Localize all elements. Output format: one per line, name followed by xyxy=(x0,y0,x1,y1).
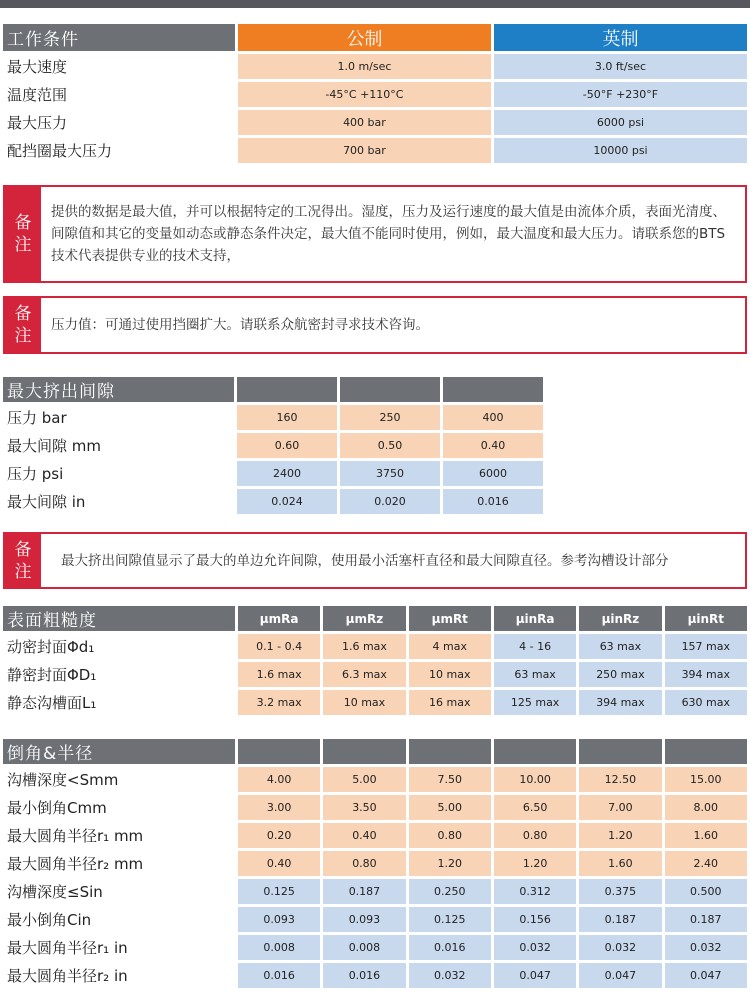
row-label: 最小倒角Cmm xyxy=(3,795,235,820)
row-label: 压力 bar xyxy=(3,405,234,430)
table-cell: 0.024 xyxy=(237,489,337,514)
table-cell: 0.008 xyxy=(238,935,320,960)
table-cell: 0.125 xyxy=(238,879,320,904)
chamfer-body xyxy=(3,767,747,988)
column-header xyxy=(665,739,747,764)
table-cell: 4.00 xyxy=(238,767,320,792)
table-cell: 6.3 max xyxy=(323,662,405,687)
table-cell: 394 max xyxy=(579,690,661,715)
note-tag-char: 注 xyxy=(14,235,32,255)
row-label: 静态沟槽面L₁ xyxy=(3,690,235,715)
table-cell: 1.20 xyxy=(409,851,491,876)
row-label: 压力 psi xyxy=(3,461,234,486)
column-header: μinRz xyxy=(579,606,661,631)
column-header xyxy=(494,739,576,764)
table-cell: 4 max xyxy=(409,634,491,659)
note-tag xyxy=(5,298,41,352)
table-cell: 0.80 xyxy=(494,823,576,848)
table-row xyxy=(3,433,543,458)
table-row xyxy=(3,767,747,792)
top-bar xyxy=(0,0,750,8)
note-text xyxy=(51,298,737,352)
table-cell: 0.047 xyxy=(579,963,661,988)
table-cell: 0.016 xyxy=(409,935,491,960)
table-cell: 2400 xyxy=(237,461,337,486)
table-cell: 0.125 xyxy=(409,907,491,932)
column-header xyxy=(340,377,440,402)
note-text xyxy=(61,534,737,587)
table-cell: 15.00 xyxy=(665,767,747,792)
column-header xyxy=(443,377,543,402)
row-label: 静密封面ΦD₁ xyxy=(3,662,235,687)
table-row xyxy=(3,823,747,848)
table-cell: 0.60 xyxy=(237,433,337,458)
table-cell: 63 max xyxy=(494,662,576,687)
table-cell: 7.00 xyxy=(579,795,661,820)
imperial-column-header: 英制 xyxy=(494,24,747,51)
note-tag xyxy=(5,187,41,281)
table-cell: 63 max xyxy=(579,634,661,659)
table-cell: 0.032 xyxy=(665,935,747,960)
table-cell: 6.50 xyxy=(494,795,576,820)
extrusion-table xyxy=(0,374,546,517)
table-row xyxy=(3,461,543,486)
table-cell: 0.80 xyxy=(323,851,405,876)
table-row xyxy=(3,489,543,514)
metric-column-header: 公制 xyxy=(238,24,491,51)
table-cell: 1.6 max xyxy=(323,634,405,659)
table-cell: 10 max xyxy=(409,662,491,687)
imperial-value: 10000 psi xyxy=(494,138,747,163)
table-cell: 0.047 xyxy=(494,963,576,988)
row-label: 沟槽深度<Smm xyxy=(3,767,235,792)
table-cell: 5.00 xyxy=(323,767,405,792)
table-row xyxy=(3,405,543,430)
table-row xyxy=(3,662,747,687)
column-header: μinRt xyxy=(665,606,747,631)
table-cell: 0.020 xyxy=(340,489,440,514)
table-row xyxy=(3,138,747,163)
column-header xyxy=(237,377,337,402)
table-cell: 12.50 xyxy=(579,767,661,792)
table-cell: 5.00 xyxy=(409,795,491,820)
table-cell: 16 max xyxy=(409,690,491,715)
table-cell: 0.250 xyxy=(409,879,491,904)
imperial-value: -50°F +230°F xyxy=(494,82,747,107)
row-label: 动密封面Φd₁ xyxy=(3,634,235,659)
extrusion-title: 最大挤出间隙 xyxy=(3,377,234,402)
table-cell: 0.093 xyxy=(323,907,405,932)
row-label: 最大圆角半径r₂ in xyxy=(3,963,235,988)
column-header: μmRt xyxy=(409,606,491,631)
note-tag-char: 备 xyxy=(14,304,32,324)
table-cell: 3750 xyxy=(340,461,440,486)
table-row xyxy=(3,851,747,876)
conditions-title: 工作条件 xyxy=(3,24,235,51)
table-cell: 0.40 xyxy=(323,823,405,848)
note-tag xyxy=(5,534,41,587)
note-box-3 xyxy=(3,532,747,589)
table-row xyxy=(3,82,747,107)
table-cell: 3.00 xyxy=(238,795,320,820)
metric-value: 700 bar xyxy=(238,138,491,163)
roughness-title: 表面粗糙度 xyxy=(3,606,235,631)
column-header: μmRz xyxy=(323,606,405,631)
row-label: 配挡圈最大压力 xyxy=(3,138,235,163)
table-cell: 4 - 16 xyxy=(494,634,576,659)
table-row xyxy=(3,110,747,135)
table-cell: 8.00 xyxy=(665,795,747,820)
table-row xyxy=(3,634,747,659)
column-header xyxy=(409,739,491,764)
table-cell: 3.2 max xyxy=(238,690,320,715)
table-cell: 3.50 xyxy=(323,795,405,820)
row-label: 最大压力 xyxy=(3,110,235,135)
table-cell: 0.008 xyxy=(323,935,405,960)
table-cell: 0.047 xyxy=(665,963,747,988)
table-cell: 0.016 xyxy=(323,963,405,988)
table-row xyxy=(3,907,747,932)
note-tag-char: 注 xyxy=(14,561,32,582)
note-box-1 xyxy=(3,185,747,283)
column-header xyxy=(238,739,320,764)
table-cell: 10 max xyxy=(323,690,405,715)
note-tag-char: 备 xyxy=(14,539,32,560)
table-cell: 1.20 xyxy=(579,823,661,848)
table-cell: 0.500 xyxy=(665,879,747,904)
metric-value: 1.0 m/sec xyxy=(238,54,491,79)
note-text-content: 压力值：可通过使用挡圈扩大。请联系众航密封寻求技术咨询。 xyxy=(51,317,429,333)
column-header: μmRa xyxy=(238,606,320,631)
table-cell: 0.032 xyxy=(579,935,661,960)
table-row xyxy=(3,795,747,820)
column-header xyxy=(323,739,405,764)
row-label: 最大圆角半径r₂ mm xyxy=(3,851,235,876)
table-cell: 1.60 xyxy=(665,823,747,848)
table-cell: 250 max xyxy=(579,662,661,687)
chamfer-table xyxy=(0,736,750,991)
table-cell: 157 max xyxy=(665,634,747,659)
table-cell: 0.032 xyxy=(409,963,491,988)
row-label: 最大间隙 in xyxy=(3,489,234,514)
table-row xyxy=(3,935,747,960)
row-label: 最大圆角半径r₁ mm xyxy=(3,823,235,848)
table-cell: 400 xyxy=(443,405,543,430)
table-cell: 0.187 xyxy=(579,907,661,932)
note-tag-char: 注 xyxy=(14,326,32,346)
table-cell: 250 xyxy=(340,405,440,430)
note-box-2 xyxy=(3,296,747,354)
imperial-value: 6000 psi xyxy=(494,110,747,135)
table-cell: 0.20 xyxy=(238,823,320,848)
table-cell: 1.60 xyxy=(579,851,661,876)
roughness-table xyxy=(0,603,750,718)
table-cell: 160 xyxy=(237,405,337,430)
table-cell: 2.40 xyxy=(665,851,747,876)
table-cell: 630 max xyxy=(665,690,747,715)
table-cell: 1.20 xyxy=(494,851,576,876)
row-label: 沟槽深度≤Sin xyxy=(3,879,235,904)
table-cell: 10.00 xyxy=(494,767,576,792)
column-header xyxy=(579,739,661,764)
table-cell: 6000 xyxy=(443,461,543,486)
table-row xyxy=(3,879,747,904)
table-cell: 0.375 xyxy=(579,879,661,904)
metric-value: 400 bar xyxy=(238,110,491,135)
row-label: 最大速度 xyxy=(3,54,235,79)
table-cell: 0.187 xyxy=(323,879,405,904)
table-row xyxy=(3,54,747,79)
table-cell: 7.50 xyxy=(409,767,491,792)
note-text-content: 最大挤出间隙值显示了最大的单边允许间隙，使用最小活塞杆直径和最大间隙直径。参考沟槽设计部分 xyxy=(61,552,669,569)
table-cell: 0.187 xyxy=(665,907,747,932)
table-cell: 0.80 xyxy=(409,823,491,848)
table-row xyxy=(3,690,747,715)
table-cell: 0.50 xyxy=(340,433,440,458)
row-label: 最大圆角半径r₁ in xyxy=(3,935,235,960)
table-cell: 0.156 xyxy=(494,907,576,932)
table-cell: 0.016 xyxy=(443,489,543,514)
note-text-content: 提供的数据是最大值，并可以根据特定的工况得出。湿度，压力及运行速度的最大值是由流体介质，表面光清度、间隙值和其它的变量如动态或静态条件决定，最大值不能同时使用，例如，最大温度和最大压力。请联系您的BTS技术代表提供专业的技术支持， xyxy=(51,204,726,264)
table-cell: 0.40 xyxy=(443,433,543,458)
table-cell: 125 max xyxy=(494,690,576,715)
column-header: μinRa xyxy=(494,606,576,631)
metric-value: -45°C +110°C xyxy=(238,82,491,107)
imperial-value: 3.0 ft/sec xyxy=(494,54,747,79)
table-cell: 0.40 xyxy=(238,851,320,876)
table-cell: 0.093 xyxy=(238,907,320,932)
row-label: 温度范围 xyxy=(3,82,235,107)
conditions-table xyxy=(0,21,750,166)
table-row xyxy=(3,963,747,988)
table-cell: 0.1 - 0.4 xyxy=(238,634,320,659)
chamfer-title: 倒角&半径 xyxy=(3,739,235,764)
table-cell: 0.032 xyxy=(494,935,576,960)
table-cell: 1.6 max xyxy=(238,662,320,687)
table-cell: 0.016 xyxy=(238,963,320,988)
note-tag-char: 备 xyxy=(14,213,32,233)
row-label: 最大间隙 mm xyxy=(3,433,234,458)
table-cell: 0.312 xyxy=(494,879,576,904)
table-cell: 394 max xyxy=(665,662,747,687)
note-text xyxy=(51,187,737,281)
row-label: 最小倒角Cin xyxy=(3,907,235,932)
